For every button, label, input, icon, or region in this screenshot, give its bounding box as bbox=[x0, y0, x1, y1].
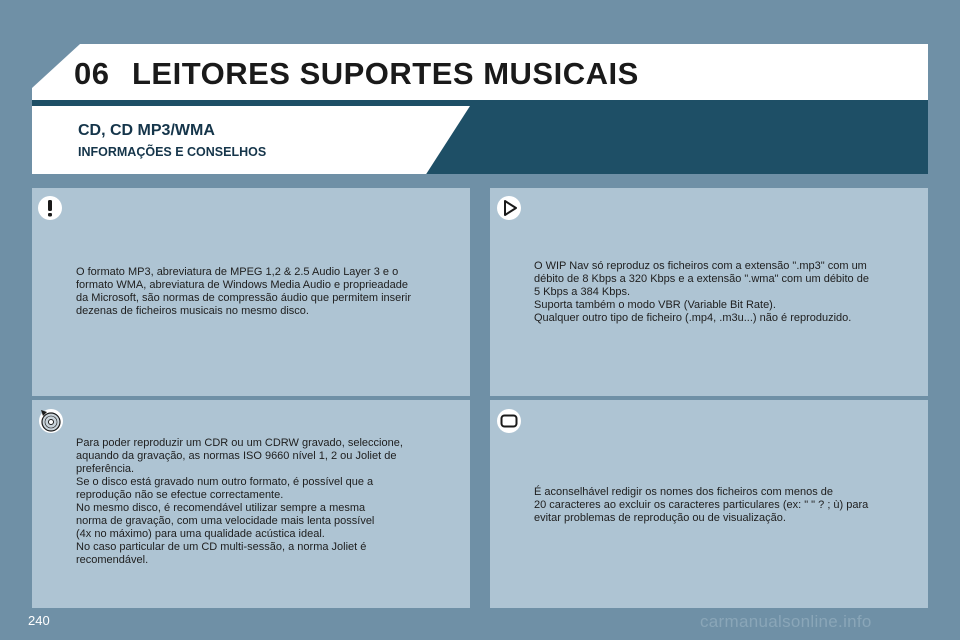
chapter-number: 06 bbox=[74, 56, 110, 91]
panel-text-play: O WIP Nav só reproduz os ficheiros com a extensão ".mp3" com um débito de 8 Kbps a 320 Kbps e a extensão ".wma" com um débito de 5 Kbps a 384 Kbps. Suporta também o modo VBR (Variable Bit Rate). Qualquer outro tipo de ficheiro (.mp4, .m3u...) não é reproduzido. bbox=[534, 260, 869, 324]
section-title: CD, CD MP3/WMA bbox=[78, 122, 215, 139]
chapter-title: LEITORES SUPORTES MUSICAIS bbox=[132, 56, 639, 91]
panel-text-note: É aconselhável redigir os nomes dos ficheiros com menos de 20 caracteres ao excluir os caracteres particulares (ex: " " ? ; ù) para evitar problemas de reprodução ou de visualização. bbox=[534, 486, 869, 524]
warning-icon bbox=[37, 195, 63, 221]
watermark: carmanualsonline.info bbox=[700, 612, 872, 631]
note-icon bbox=[496, 408, 522, 434]
play-icon bbox=[496, 195, 522, 221]
section-subtitle: INFORMAÇÕES E CONSELHOS bbox=[78, 145, 267, 159]
section-title-box bbox=[32, 106, 470, 174]
disc-icon bbox=[38, 408, 64, 434]
panel-text-warning: O formato MP3, abreviatura de MPEG 1,2 & 2.5 Audio Layer 3 e o formato WMA, abreviatura de Windows Media Audio e proprieadade da Microsoft, são normas de compressão áudio que permitem inserir dezenas de ficheiros musicais no mesmo disco. bbox=[76, 266, 412, 317]
page-number: 240 bbox=[28, 613, 50, 628]
panel-text-disc: Para poder reproduzir um CDR ou um CDRW gravado, seleccione, aquando da gravação, as normas ISO 9660 nível 1, 2 ou Joliet de preferência. Se o disco está gravado num outro formato, é possível que a reprodução não se efectue correctamente. No mesmo disco, é recomendável utilizar sempre a mesma norma de gravação, com uma velocidade mais lenta possível (4x no máximo) para uma qualidade acústica ideal. No caso particular de um CD multi-sessão, a norma Joliet é recomendável. bbox=[76, 437, 403, 566]
